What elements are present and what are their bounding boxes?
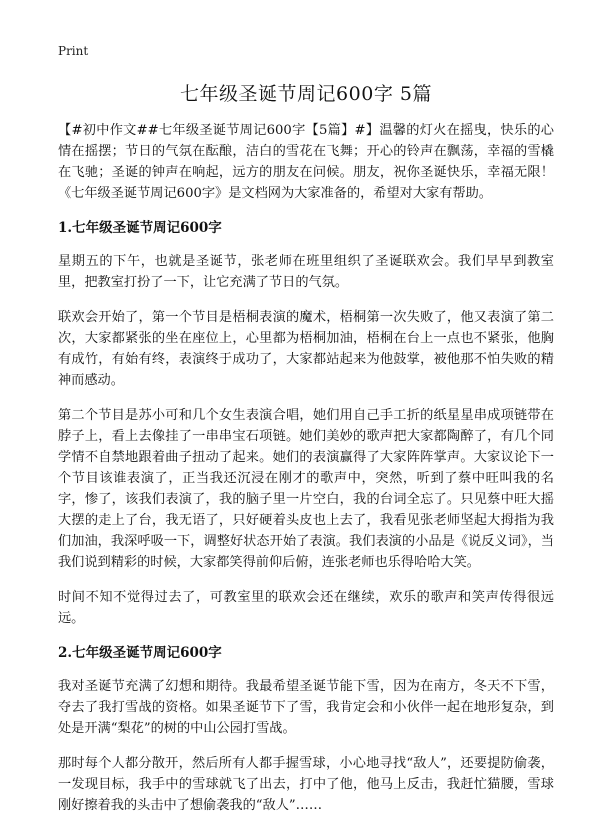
section-2-paragraph-1: 我对圣诞节充满了幻想和期待。我最希望圣诞节能下雪，因为在南方，冬天不下雪，夺去了我打雪战的资格。如果圣诞节下了雪，我肯定会和小伙伴一起在地形复杂，到处是开满“梨花”的树的中山公园打雪战。: [58, 679, 554, 736]
intro-paragraph: 【#初中作文##七年级圣诞节周记600字【5篇】#】温馨的灯火在摇曳，快乐的心情在摇摆；节日的气氛在酝酿，洁白的雪花在飞舞；开心的铃声在飘荡，幸福的雪橇在飞驰；圣诞的钟声在响起，远方的朋友在问候。朋友，祝你圣诞快乐，幸福无限！《七年级圣诞节周记600字》是文档网为大家准备的，希望对大家有帮助。: [58, 123, 554, 201]
document-title: 七年级圣诞节周记600字 5篇: [180, 83, 432, 105]
section-1-paragraph-3: 第二个节目是苏小可和几个女生表演合唱，她们用自己手工折的纸星星串成项链带在脖子上，看上去像挂了一串串宝石项链。她们美妙的歌声把大家都陶醉了，有几个同学情不自禁地跟着曲子扭动了起来。她们的表演赢得了大家阵阵掌声。大家议论下一个节目该谁表演了，正当我还沉浸在刚才的歌声中，突然，听到了蔡中旺叫我的名字，惨了，该我们表演了，我的脑子里一片空白，我的台词全忘了。只见蔡中旺大摇大摆的走上了台，我无语了，只好硬着头皮也上去了，我看见张老师坚起大拇指为我们加油，我深呼吸一下，调整好状态开始了表演。我们表演的小品是《说反义词》，当我们说到精彩的时候，大家都笑得前仰后俯，连张老师也乐得哈哈大笑。: [58, 408, 554, 570]
section-2-heading: 2.七年级圣诞节周记600字: [58, 645, 222, 661]
section-1-paragraph-1: 星期五的下午，也就是圣诞节，张老师在班里组织了圣诞联欢会。我们早早到教室里，把教室打扮了一下，让它充满了节日的气氛。: [58, 254, 554, 290]
document-body: [58, 120, 554, 830]
section-1-paragraph-4: 时间不知不觉得过去了，可教室里的联欢会还在继续，欢乐的歌声和笑声传得很远远。: [58, 590, 554, 626]
print-label: Print: [58, 44, 89, 58]
section-1-paragraph-2: 联欢会开始了，第一个节目是梧桐表演的魔术，梧桐第一次失败了，他又表演了第二次，大家都紧张的坐在座位上，心里都为梧桐加油，梧桐在台上一点也不紧张，他胸有成竹，有始有终，表演终于成功了，大家都站起来为他鼓掌，被他那不怕失败的精神而感动。: [58, 310, 554, 388]
section-1-heading: 1.七年级圣诞节周记600字: [58, 220, 222, 236]
section-2-paragraph-2: 那时每个人都分散开，然后所有人都手握雪球，小心地寻找“敌人”，还要提防偷袭，一发现目标，我手中的雪球就飞了出去，打中了他，他马上反击，我赶忙猫腰，雪球刚好擦着我的头击中了想偷袭我的“敌人”……: [58, 756, 554, 813]
